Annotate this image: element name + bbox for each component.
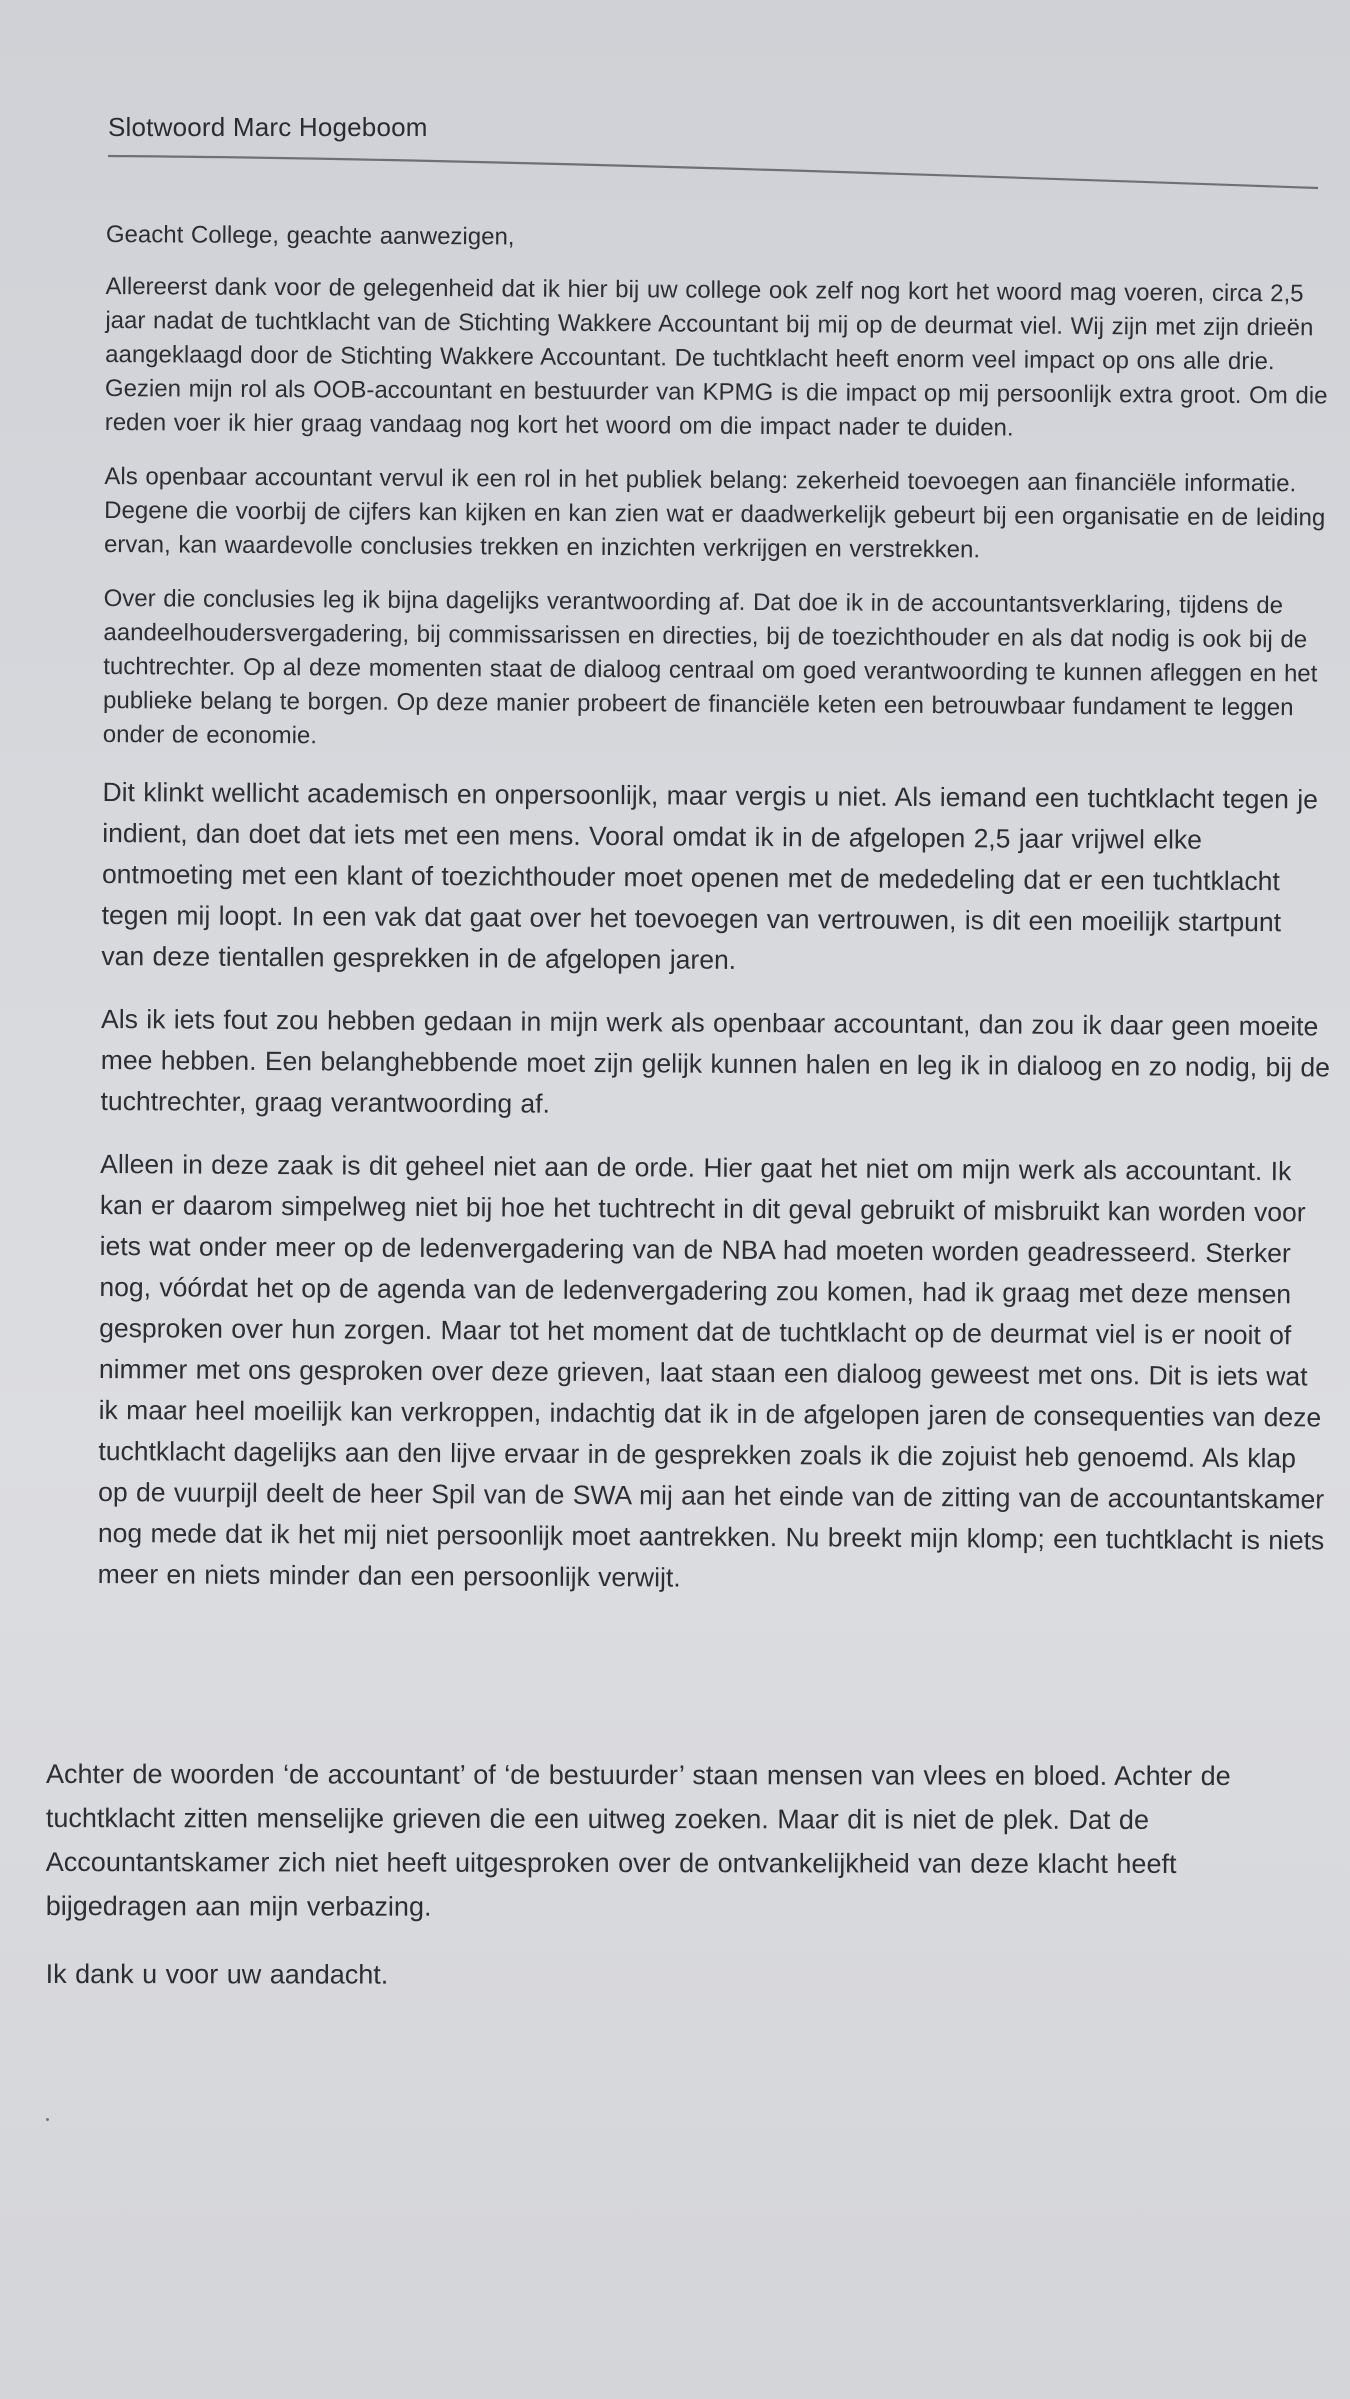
paragraph-personal-impact: Dit klinkt wellicht academisch en onpersoonlijk, maar vergis u niet. Als iemand een tuchtklacht tegen je indient, dan doet dat iets met een mens. Vooral omdat ik in de afgelopen 2,5 jaar vrijwel elke ontmoeting met een klant of toezichthouder moet openen met de mededeling dat er een tuchtklacht tegen mij loopt. In een vak dat gaat over het toevoegen van vertrouwen, is dit een moeilijk startpunt van deze tientallen gesprekken in de afgelopen jaren. [101,776,1319,975]
header-rule [108,148,1318,208]
closing-block [46,1752,1326,2022]
document-title: Slotwoord Marc Hogeboom [108,112,428,142]
paragraph-intro: Allereerst dank voor de gelegenheid dat ik hier bij uw college ook zelf nog kort het woord mag voeren, circa 2,5 jaar nadat de tuchtklacht van de Stichting Wakkere Accountant bij mij op de deurmat viel. Wij zijn met zijn drieën aangeklaagd door de Stichting Wakkere Accountant. De tuchtklacht heeft enorm veel impact op ons alle drie. Gezien mijn rol als OOB-accountant en bestuurder van KPMG is die impact op mij persoonlijk extra groot. Om die reden voer ik hier graag vandaag nog kort het woord om die impact nader te duiden. [104,272,1328,442]
paragraph-public-interest: Als openbaar accountant vervul ik een rol in het publiek belang: zekerheid toevoegen aan financiële informatie. Degene die voorbij de cijfers kan kijken en kan zien wat er daadwerkelijk gebeurt bij een organisatie en de leiding ervan, kan waardevolle conclusies trekken en inzichten verkrijgen en verstrekken. [103,462,1326,564]
paragraph-people: Achter de woorden ‘de accountant’ of ‘de bestuurder’ staan mensen van vlees en bloed. Achter de tuchtklacht zitten menselijke grieven die een uitweg zoeken. Maar dit is niet de plek. Dat de Accountantskamer zich niet heeft uitgesproken over de ontvankelijkheid van deze klacht heeft bijgedragen aan mijn verbazing. [45,1759,1231,1922]
paragraph-accountability: Over die conclusies leg ik bijna dagelijks verantwoording af. Dat doe ik in de accountantsverklaring, tijdens de aandeelhoudersvergadering, bij commissarissen en directies, bij de toezichthouder en als dat nodig is ook bij de tuchtrechter. Op al deze momenten staat de dialoog centraal om goed verantwoording te kunnen afleggen en het publieke belang te borgen. Op deze manier probeert de financiële keten een betrouwbaar fundament te leggen onder de economie. [102,584,1318,750]
greeting: Geacht College, geachte aanwezigen, [105,220,515,251]
paper-speck [46,2118,49,2121]
paragraph-case: Alleen in deze zaak is dit geheel niet aan de orde. Hier gaat het niet om mijn werk als accountant. Ik kan er daarom simpelweg niet bij hoe het tuchtrecht in dit geval gebruikt of misbruikt kan worden voor iets wat onder meer op de ledenvergadering van de NBA had moeten worden geadresseerd. Sterker nog, vóórdat het op de agenda van de ledenvergadering zou komen, had ik graag met deze mensen gesproken over hun zorgen. Maar tot het moment dat de tuchtklacht op de deurmat viel is er nooit of nimmer met ons gesproken over deze grieven, laat staan een dialoog geweest met ons. Dit is iets wat ik maar heel moeilijk kan verkroppen, indachtig dat ik in de afgelopen jaren de consequenties van deze tuchtklacht dagelijks aan den lijve ervaar in de gesprekken zoals ik die zojuist heb genoemd. Als klap op de vuurpijl deelt de heer Spil van de SWA mij aan het einde van de zitting van de accountantskamer nog mede dat ik het mij niet persoonlijk moet aantrekken. Nu breekt mijn klomp; een tuchtklacht is niets meer en niets minder dan een persoonlijk verwijt. [97,1148,1325,1593]
paragraph-responsibility: Als ik iets fout zou hebben gedaan in mijn werk als openbaar accountant, dan zou ik daar geen moeite mee hebben. Een belanghebbende moet zijn gelijk kunnen halen en leg ik in dialoog en zo nodig, bij de tuchtrechter, graag verantwoording af. [100,1003,1331,1119]
document-body [97,218,1336,1624]
document-header [108,112,1318,142]
paragraph-thanks: Ik dank u voor uw aandacht. [45,1958,389,1990]
